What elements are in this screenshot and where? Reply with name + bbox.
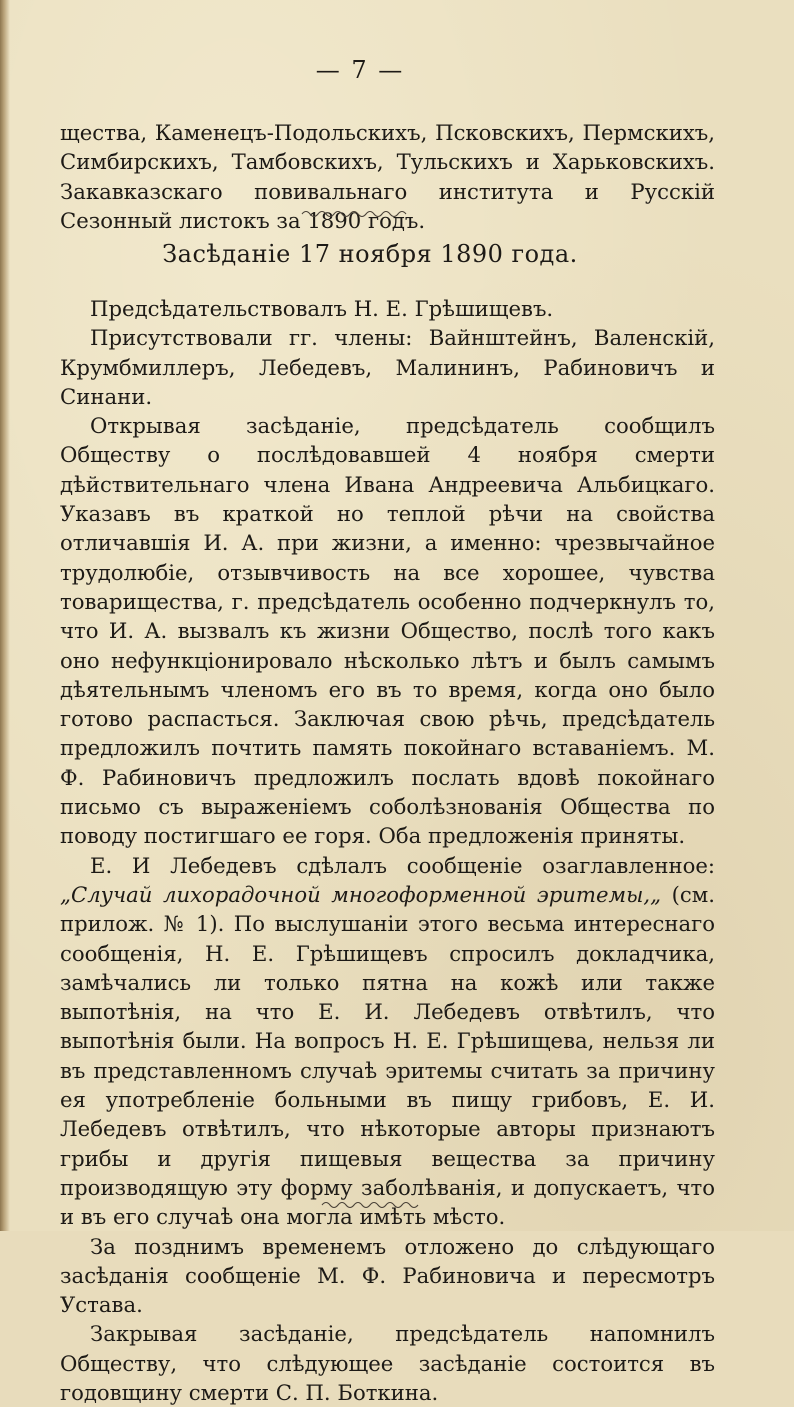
paragraph-attendees: Присутствовали гг. члены: Вайнштейнъ, Валенскій, Крумбмиллеръ, Лебедевъ, Малининъ, Рабиновичъ и Синани. bbox=[60, 325, 715, 409]
section-heading: Засѣданіе 17 ноября 1890 года. bbox=[162, 240, 578, 268]
report-title: „Случай лихорадочной многоформенной эритемы,„ bbox=[60, 881, 662, 907]
minutes-body bbox=[60, 294, 715, 1407]
page-number: — 7 — bbox=[315, 56, 405, 84]
report-discussion: (см. прилож. № 1). По выслушаніи этого весьма интереснаго сообщенія, Н. Е. Грѣшищевъ спросилъ докладчика, замѣчались ли только пятна на кожѣ или также выпотѣнія, на что Е. И. Лебедевъ отвѣтилъ, что выпотѣнія были. На вопросъ Н. Е. Грѣшищева, нельзя ли въ представленномъ случаѣ эритемы считать за причину ея употребленіе больными въ пищу грибовъ, Е. И. Лебедевъ отвѣтилъ, что нѣкоторые авторы признаютъ грибы и другія пищевыя вещества за причину производящую эту форму заболѣванія, и допускаетъ, что и въ его случаѣ она могла имѣть мѣсто. bbox=[60, 881, 715, 1230]
wavy-divider-icon bbox=[300, 208, 410, 220]
report-intro: Е. И Лебедевъ сдѣлалъ сообщеніе озаглавленное: bbox=[90, 852, 715, 878]
paragraph-postponed: За позднимъ временемъ отложено до слѣдующаго засѣданія сообщеніе М. Ф. Рабиновича и пересмотръ Устава. bbox=[60, 1233, 715, 1318]
paragraph-chairman: Предсѣдательствовалъ Н. Е. Грѣшищевъ. bbox=[90, 296, 554, 321]
paragraph-closing: Закрывая засѣданіе, предсѣдатель напомнилъ Обществу, что слѣдующее засѣданіе состоится въ годовщину смерти С. П. Боткина. bbox=[60, 1321, 715, 1405]
intro-text: щества, Каменецъ-Подольскихъ, Псковскихъ, Пермскихъ, Симбирскихъ, Тамбовскихъ, Тульскихъ и Харьковскихъ. Закавказскаго повивальнаго института и Русскій Сезонный листокъ за 1890 годъ. bbox=[60, 120, 715, 233]
paragraph-obituary: Открывая засѣданіе, предсѣдатель сообщилъ Обществу о послѣдовавшей 4 ноября смерти дѣйствительнаго члена Ивана Андреевича Альбицкаго. Указавъ въ краткой но теплой рѣчи на свойства отличавшія И. А. при жизни, а именно: чрезвычайное трудолюбіе, отзывчивость на все хорошее, чувства товарищества, г. предсѣдатель особенно подчеркнулъ то, что И. А. вызвалъ къ жизни Общество, послѣ того какъ оно нефункціонировало нѣсколько лѣтъ и былъ самымъ дѣятельнымъ членомъ его въ то время, когда оно было готово распасться. Заключая свою рѣчь, предсѣдатель предложилъ почтить память покойнаго вставаніемъ. М. Ф. Рабиновичъ предложилъ послать вдовѣ покойнаго письмо съ выраженіемъ соболѣзнованія Общества по поводу постигшаго ее горя. Оба предложенія приняты. bbox=[60, 413, 715, 849]
wavy-end-ornament-icon bbox=[320, 1199, 430, 1211]
paragraph-report bbox=[60, 851, 715, 1232]
page-binding-edge bbox=[0, 0, 10, 1231]
